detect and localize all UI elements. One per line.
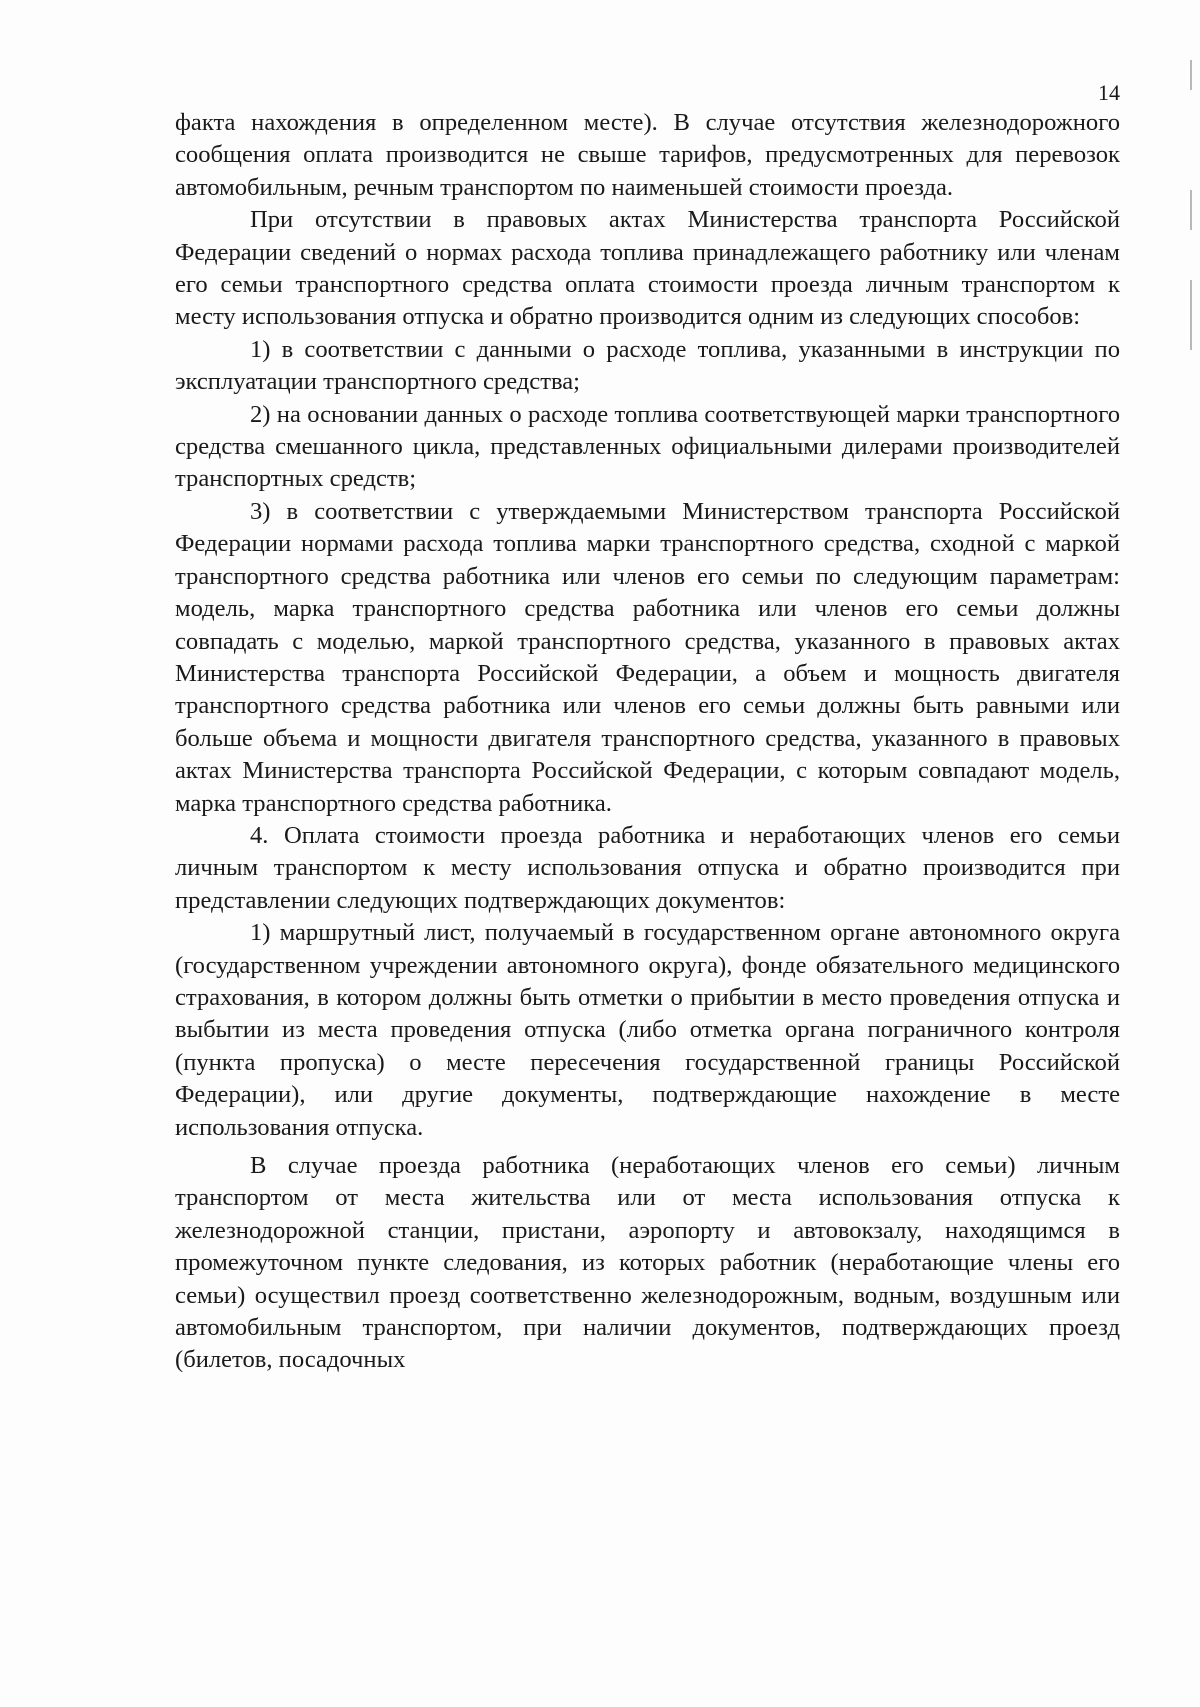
paragraph-section-4: 4. Оплата стоимости проезда работника и неработающих членов его семьи личным транспортом к месту использования отпуска и обратно производится при представлении следующих подтверждающих документов: [175, 821, 1120, 914]
paragraph-intermediate-travel: В случае проезда работника (неработающих членов его семьи) личным транспортом от места жительства или от места использования отпуска к железнодорожной станции, пристани, аэропорту и автовокзалу, находящимся в промежуточном пункте следования, из которых работник (неработающие члены его семьи) осуществил проезд соответственно железнодорожным, водным, воздушным или автомобильным транспортом, при наличии документов, подтверждающих проезд (билетов, посадочных [175, 1152, 1120, 1374]
document-body [175, 107, 1120, 1377]
list-item-1: 1) в соответствии с данными о расходе топлива, указанными в инструкции по эксплуатации транспортного средства; [175, 335, 1120, 396]
list-item-3: 3) в соответствии с утверждаемыми Министерством транспорта Российской Федерации нормами расхода топлива марки транспортного средства, сходной с маркой транспортного средства работника или членов его семьи по следующим параметрам: модель, марка транспортного средства работника или членов его семьи должны совпадать с моделью, маркой транспортного средства, указанного в правовых актах Министерства транспорта Российской Федерации, а объем и мощность двигателя транспортного средства работника или членов его семьи должны быть равными или больше объема и мощности двигателя транспортного средства, указанного в правовых актах Министерства транспорта Российской Федерации, с которым совпадают модель, марка транспортного средства работника. [175, 497, 1120, 817]
list-item-2: 2) на основании данных о расходе топлива соответствующей марки транспортного средства смешанного цикла, представленных официальными дилерами производителей транспортных средств; [175, 400, 1120, 493]
paragraph-fuel-norms: При отсутствии в правовых актах Министерства транспорта Российской Федерации сведений о нормах расхода топлива принадлежащего работнику или членам его семьи транспортного средства оплата стоимости проезда личным транспортом к месту использования отпуска и обратно производится одним из следующих способов: [175, 206, 1120, 331]
scan-edge-mark [1190, 280, 1192, 350]
page-number: 14 [1098, 80, 1120, 105]
paragraph-continuation: факта нахождения в определенном месте). В случае отсутствия железнодорожного сообщения оплата производится не свыше тарифов, предусмотренных для перевозок автомобильным, речным транспортом по наименьшей стоимости проезда. [175, 109, 1120, 201]
scan-edge-mark [1190, 190, 1192, 230]
list-item-route-sheet: 1) маршрутный лист, получаемый в государственном органе автономного округа (государственном учреждении автономного округа), фонде обязательного медицинского страхования, в котором должны быть отметки о прибытии в место проведения отпуска и выбытии из места проведения отпуска (либо отметка органа пограничного контроля (пункта пропуска) о месте пересечения государственной границы Российской Федерации), или другие документы, подтверждающие нахождение в месте использования отпуска. [175, 919, 1120, 1141]
scan-edge-mark [1190, 60, 1192, 90]
